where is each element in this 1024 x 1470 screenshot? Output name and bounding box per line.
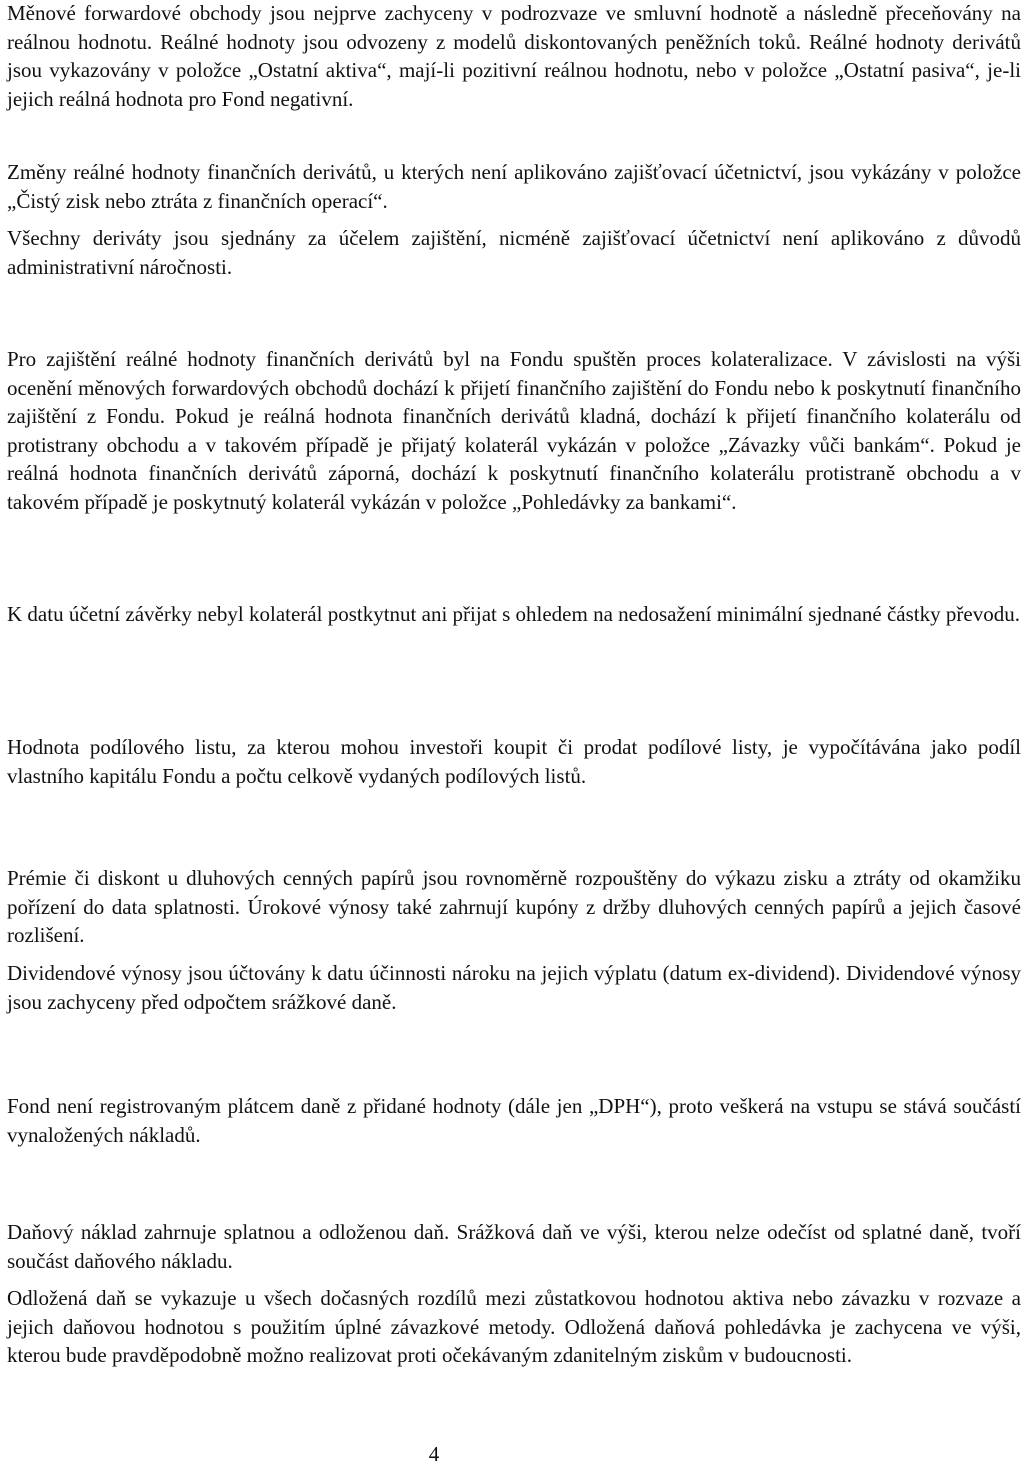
paragraph-tax-expense: Daňový náklad zahrnuje splatnou a odloženou daň. Srážková daň ve výši, kterou nelze odečíst od splatné daně, tvoří součást daňového nákladu. — [7, 1220, 1021, 1273]
paragraph-collateral-status: K datu účetní závěrky nebyl kolaterál postkytnut ani přijat s ohledem na nedosažení minimální sjednané částky převodu. — [7, 602, 1020, 626]
paragraph-deferred-tax: Odložená daň se vykazuje u všech dočasných rozdílů mezi zůstatkovou hodnotou aktiva nebo závazku v rozvaze a jejich daňovou hodnotou s použitím úplné závazkové metody. Odložená daňová pohledávka je zachycena ve výši, kterou bude pravděpodobně možno realizovat proti očekávaným zdanitelným ziskům v budoucnosti. — [7, 1286, 1021, 1368]
paragraph-unit-value: Hodnota podílového listu, za kterou mohou investoři koupit či prodat podílové listy, je vypočítávána jako podíl vlastního kapitálu Fondu a počtu celkově vydaných podílových listů. — [7, 735, 1021, 788]
paragraph-dividend-income: Dividendové výnosy jsou účtovány k datu účinnosti nároku na jejich výplatu (datum ex-dividend). Dividendové výnosy jsou zachyceny před odpočtem srážkové daně. — [7, 961, 1021, 1014]
paragraph-collateralization: Pro zajištění reálné hodnoty finančních derivátů byl na Fondu spuštěn proces kolateralizace. V závislosti na výši ocenění měnových forwardových obchodů dochází k přijetí finančního zajištění do Fondu nebo k poskytnutí finančního zajištění z Fondu. Pokud je reálná hodnota finančních derivátů kladná, dochází k přijetí finančního kolaterálu od protistrany obchodu a v takovém případě je přijatý kolaterál vykázán v položce „Závazky vůči bankám“. Pokud je reálná hodnota finančních derivátů záporná, dochází k poskytnutí finančního kolaterálu protistraně obchodu a v takovém případě je poskytnutý kolaterál vykázán v položce „Pohledávky za bankami“. — [7, 347, 1021, 514]
paragraph-forward-contracts: Měnové forwardové obchody jsou nejprve zachyceny v podrozvaze ve smluvní hodnotě a následně přeceňovány na reálnou hodnotu. Reálné hodnoty jsou odvozeny z modelů diskontovaných peněžních toků. Reálné hodnoty derivátů jsou vykazovány v položce „Ostatní aktiva“, mají-li pozitivní reálnou hodnotu, nebo v položce „Ostatní pasiva“, je-li jejich reálná hodnota pro Fond negativní. — [7, 1, 1021, 111]
paragraph-vat: Fond není registrovaným plátcem daně z přidané hodnoty (dále jen „DPH“), proto veškerá na vstupu se stává součástí vynaložených nákladů. — [7, 1094, 1021, 1147]
paragraph-premium-discount: Prémie či diskont u dluhových cenných papírů jsou rovnoměrně rozpouštěny do výkazu zisku a ztráty od okamžiku pořízení do data splatnosti. Úrokové výnosy také zahrnují kupóny z držby dluhových cenných papírů a jejich časové rozlišení. — [7, 866, 1021, 948]
page-number: 4 — [428, 1442, 440, 1466]
paragraph-fair-value-changes: Změny reálné hodnoty finančních derivátů, u kterých není aplikováno zajišťovací účetnictví, jsou vykázány v položce „Čistý zisk nebo ztráta z finančních operací“. — [7, 160, 1021, 213]
paragraph-hedging: Všechny deriváty jsou sjednány za účelem zajištění, nicméně zajišťovací účetnictví není aplikováno z důvodů administrativní náročnosti. — [7, 226, 1021, 279]
document-page — [7, 0, 1021, 1470]
